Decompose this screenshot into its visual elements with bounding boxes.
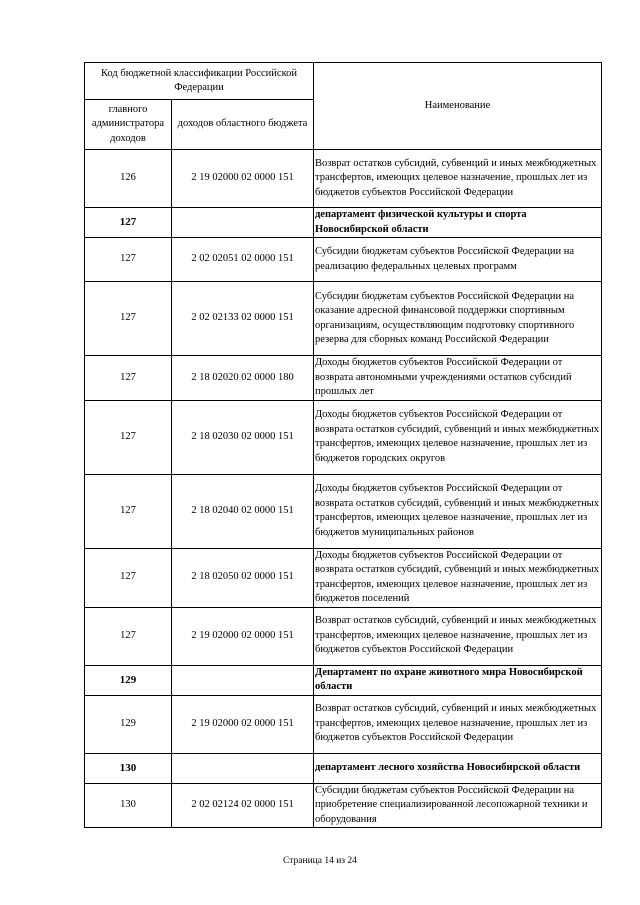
name-cell: Субсидии бюджетам субъектов Российской Федерации на приобретение специализированной лесопожарной техники и оборудования	[314, 783, 602, 828]
table-row	[85, 783, 602, 828]
table-row	[85, 695, 602, 753]
table-section-row	[85, 753, 602, 783]
admin-code-cell: 127	[85, 400, 172, 474]
admin-code-cell: 127	[85, 282, 172, 356]
admin-code-cell: 127	[85, 607, 172, 665]
income-code-cell: 2 19 02000 02 0000 151	[172, 150, 314, 208]
table-section-row	[85, 665, 602, 695]
admin-code-cell: 127	[85, 474, 172, 548]
name-cell: Возврат остатков субсидий, субвенций и иных межбюджетных трансфертов, имеющих целевое назначение, прошлых лет из бюджетов субъектов Российской Федерации	[314, 607, 602, 665]
table-row	[85, 238, 602, 282]
name-cell: департамент лесного хозяйства Новосибирской области	[314, 753, 602, 783]
name-cell: Субсидии бюджетам субъектов Российской Федерации на реализацию федеральных целевых программ	[314, 238, 602, 282]
table-row	[85, 548, 602, 607]
income-code-cell: 2 02 02051 02 0000 151	[172, 238, 314, 282]
admin-code-cell: 127	[85, 238, 172, 282]
admin-code-cell: 126	[85, 150, 172, 208]
table-row	[85, 400, 602, 474]
admin-code-cell: 129	[85, 665, 172, 695]
header-regional-income-code: доходов областного бюджета	[172, 100, 314, 150]
admin-code-cell: 127	[85, 208, 172, 238]
name-cell: Доходы бюджетов субъектов Российской Федерации от возврата остатков субсидий, субвенций и иных межбюджетных трансфертов, имеющих целевое назначение, прошлых лет из бюджетов муниципальных районов	[314, 474, 602, 548]
name-cell: Доходы бюджетов субъектов Российской Федерации от возврата остатков субсидий, субвенций и иных межбюджетных трансфертов, имеющих целевое назначение, прошлых лет из бюджетов поселений	[314, 548, 602, 607]
table-row	[85, 474, 602, 548]
page-number: Страница 14 из 24	[283, 856, 357, 866]
table-row	[85, 150, 602, 208]
admin-code-cell: 127	[85, 356, 172, 401]
table-section-row	[85, 208, 602, 238]
name-cell: Доходы бюджетов субъектов Российской Федерации от возврата остатков субсидий, субвенций и иных межбюджетных трансфертов, имеющих целевое назначение, прошлых лет из бюджетов городских округов	[314, 400, 602, 474]
table-body	[85, 150, 602, 828]
name-cell: Доходы бюджетов субъектов Российской Федерации от возврата автономными учреждениями остатков субсидий прошлых лет	[314, 356, 602, 401]
income-code-cell: 2 19 02000 02 0000 151	[172, 695, 314, 753]
income-code-cell	[172, 753, 314, 783]
header-budget-code-group: Код бюджетной классификации Российской Федерации	[85, 63, 314, 100]
table-row	[85, 356, 602, 401]
name-cell: Департамент по охране животного мира Новосибирской области	[314, 665, 602, 695]
income-code-cell: 2 18 02040 02 0000 151	[172, 474, 314, 548]
income-code-cell: 2 19 02000 02 0000 151	[172, 607, 314, 665]
header-name: Наименование	[314, 63, 602, 150]
name-cell: департамент физической культуры и спорта Новосибирской области	[314, 208, 602, 238]
table-row	[85, 282, 602, 356]
admin-code-cell: 129	[85, 695, 172, 753]
income-code-cell: 2 18 02020 02 0000 180	[172, 356, 314, 401]
name-cell: Возврат остатков субсидий, субвенций и иных межбюджетных трансфертов, имеющих целевое назначение, прошлых лет из бюджетов субъектов Российской Федерации	[314, 695, 602, 753]
income-code-cell: 2 02 02124 02 0000 151	[172, 783, 314, 828]
admin-code-cell: 127	[85, 548, 172, 607]
budget-classification-table	[84, 62, 602, 828]
income-code-cell: 2 18 02030 02 0000 151	[172, 400, 314, 474]
table-header	[85, 63, 602, 150]
income-code-cell	[172, 665, 314, 695]
income-code-cell: 2 02 02133 02 0000 151	[172, 282, 314, 356]
name-cell: Субсидии бюджетам субъектов Российской Федерации на оказание адресной финансовой поддержки спортивным организациям, осуществляющим подготовку спортивного резерва для сборных команд Российской Федерации	[314, 282, 602, 356]
name-cell: Возврат остатков субсидий, субвенций и иных межбюджетных трансфертов, имеющих целевое назначение, прошлых лет из бюджетов субъектов Российской Федерации	[314, 150, 602, 208]
header-main-administrator: главного администратора доходов	[85, 100, 172, 150]
income-code-cell	[172, 208, 314, 238]
income-code-cell: 2 18 02050 02 0000 151	[172, 548, 314, 607]
table-row	[85, 607, 602, 665]
admin-code-cell: 130	[85, 783, 172, 828]
admin-code-cell: 130	[85, 753, 172, 783]
